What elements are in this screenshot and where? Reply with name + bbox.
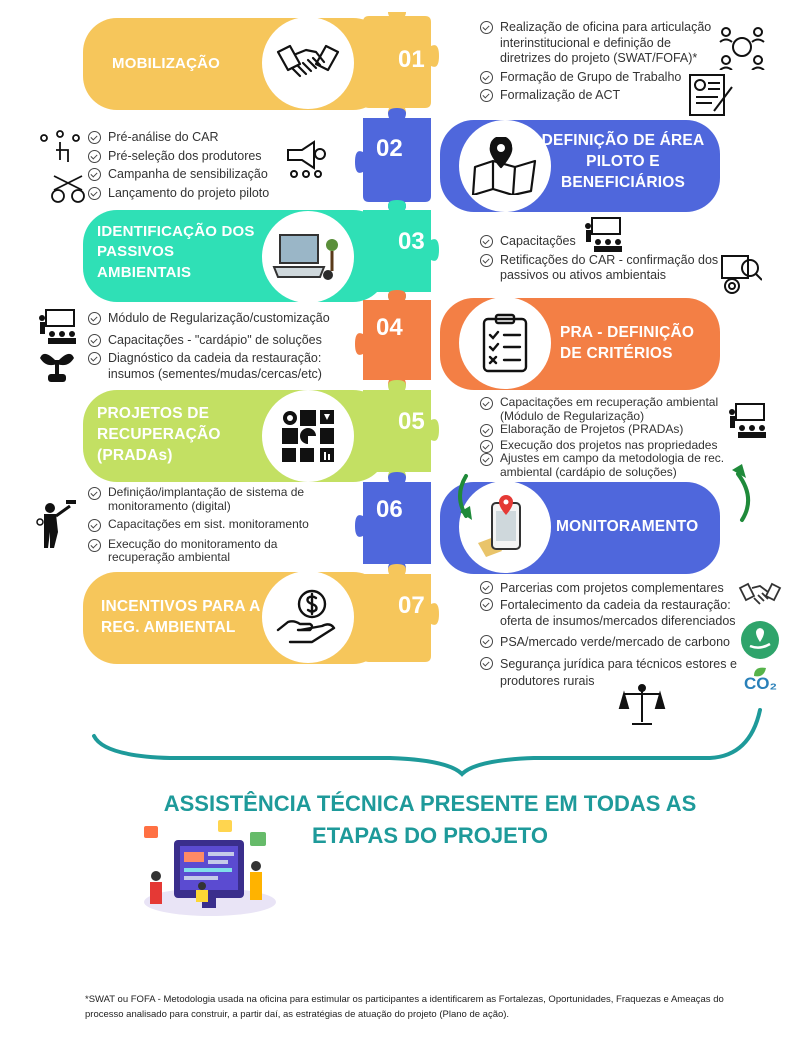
training-icon: [38, 308, 78, 346]
step-07-list: [480, 580, 740, 689]
step-01-title: MOBILIZAÇÃO: [112, 55, 221, 72]
list-item: Ajustes em campo da metodologia de rec. ambiental (cardápio de soluções): [480, 452, 730, 479]
step-03-title: IDENTIFICAÇÃO DOS PASSIVOS AMBIENTAIS: [97, 223, 255, 281]
step-03-icon-circle: [262, 211, 354, 303]
step-07-number: 07: [398, 592, 425, 619]
list-item: Campanha de sensibilização: [88, 167, 288, 183]
step-02-list: [88, 130, 288, 204]
training-icon: [728, 402, 768, 440]
megaphone-icon: [284, 140, 328, 180]
document-sign-icon: [688, 73, 736, 117]
step-06-list: [88, 486, 338, 568]
list-item: Pré-seleção dos produtores: [88, 149, 288, 165]
training-icon: [584, 216, 624, 254]
handshake-icon: [276, 38, 340, 88]
list-item: Retificações do CAR - confirmação dos passivos ou ativos ambientais: [480, 253, 720, 284]
touch-select-icon: [38, 128, 82, 166]
step-03-number: 03: [398, 228, 425, 255]
step-05-number: 05: [398, 408, 425, 435]
step-04-icon-circle: [459, 297, 551, 389]
piece-07: [355, 560, 439, 664]
money-hand-icon: [276, 588, 340, 646]
list-item: Pré-análise do CAR: [88, 130, 288, 146]
project-grid-icon: [280, 408, 336, 464]
list-item: Diagnóstico da cadeia da restauração: insumos (sementes/mudas/cercas/etc): [88, 351, 338, 382]
list-item: Capacitações em sist. monitoramento: [88, 518, 338, 532]
step-01-number: 01: [398, 46, 425, 73]
list-item: Fortalecimento da cadeia da restauração: oferta de insumos/mercados diferenciados: [480, 597, 740, 630]
list-item: Execução do monitoramento da recuperação ambiental: [88, 538, 338, 565]
footnote: *SWAT ou FOFA - Metodologia usada na oficina para estimular os participantes a identificarem as Fortalezas, Oportunidades, Fraquezas e Ameaças do processo analisado para construir, a partir daí, as estratégias de atuação do projeto (Plano de ação).: [85, 994, 724, 1020]
eco-hand-icon: [740, 620, 780, 660]
piece-01: [355, 12, 439, 118]
tractor-icon: [50, 170, 86, 204]
list-item: Módulo de Regularização/customização: [88, 311, 338, 327]
list-item: Lançamento do projeto piloto: [88, 186, 288, 202]
step-01-icon-circle: [262, 17, 354, 109]
seedling-icon: [38, 346, 76, 384]
step-01-list: [480, 20, 720, 107]
drone-operator-icon: [34, 498, 78, 550]
step-07-icon-circle: [262, 571, 354, 663]
summary-title: ASSISTÊNCIA TÉCNICA PRESENTE EM TODAS AS ETAPAS DO PROJETO: [163, 791, 697, 848]
step-04-list: [88, 311, 338, 385]
meeting-icon: [718, 24, 766, 70]
team-dashboard-illustration: [132, 816, 278, 920]
handshake-icon: [738, 578, 782, 614]
piece-05: [355, 376, 439, 482]
curly-brace: [90, 700, 770, 780]
step-06-title: MONITORAMENTO: [556, 518, 699, 535]
list-item: PSA/mercado verde/mercado de carbono: [480, 634, 740, 651]
step-07-title: INCENTIVOS PARA A REG. AMBIENTAL: [101, 598, 260, 636]
step-06-number: 06: [376, 496, 403, 523]
step-04-number: 04: [376, 314, 403, 341]
list-item: Capacitações em recuperação ambiental (Módulo de Regularização): [480, 396, 730, 423]
list-item: Formalização de ACT: [480, 88, 720, 104]
list-item: Execução dos projetos nas propriedades: [480, 439, 730, 453]
list-item: Capacitações - "cardápio" de soluções: [88, 333, 338, 349]
list-item: Segurança jurídica para técnicos estores e produtores rurais: [480, 656, 740, 689]
step-04-title: PRA - DEFINIÇÃO DE CRITÉRIOS: [560, 324, 695, 362]
step-05-icon-circle: [262, 390, 354, 482]
step-02-title: DEFINIÇÃO DE ÁREA PILOTO E BENEFICIÁRIOS: [541, 132, 705, 191]
co2-icon: [740, 666, 780, 696]
list-item: Formação de Grupo de Trabalho: [480, 70, 720, 86]
cycle-arrows-icon: [452, 460, 772, 530]
list-item: Realização de oficina para articulação interinstitucional e definição de diretrizes do projeto (SWAT/FOFA)*: [480, 20, 720, 67]
checklist-icon: [480, 313, 530, 373]
list-item: Capacitações: [480, 234, 720, 250]
list-item: Elaboração de Projetos (PRADAs): [480, 423, 730, 437]
co2-label: CO₂: [744, 674, 778, 693]
step-05-title: PROJETOS DE RECUPERAÇÃO (PRADAs): [97, 405, 221, 464]
step-02-number: 02: [376, 135, 403, 162]
laptop-icon: [272, 231, 344, 283]
document-gear-icon: [718, 254, 762, 296]
list-item: Definição/implantação de sistema de monitoramento (digital): [88, 486, 338, 513]
list-item: Parcerias com projetos complementares: [480, 580, 740, 597]
map-pin-icon: [471, 137, 539, 195]
